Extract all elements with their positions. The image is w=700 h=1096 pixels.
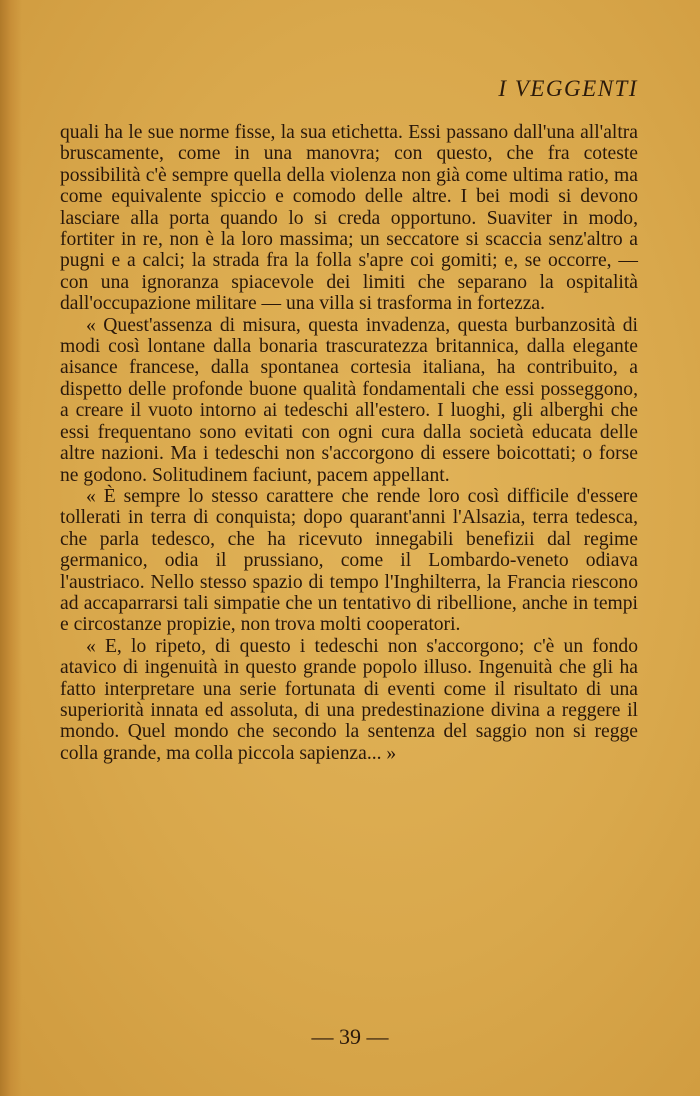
body-text: [60, 122, 638, 764]
running-head: I VEGGENTI: [498, 76, 638, 101]
paragraph-4: « E, lo ripeto, di questo i tedeschi non s'accorgono; c'è un fondo atavico di ingenuità in questo grande popolo illuso. Ingenuità che gli ha fatto interpretare una serie fortunata di eventi come il risultato di una superiorità innata ed assoluta, di una predestinazione divina a reggere il mondo. Quel mondo che secondo la sentenza del saggio non si regge colla grande, ma colla piccola sapienza... »: [60, 635, 638, 764]
page-number: — 39 —: [311, 1024, 389, 1049]
paragraph-3: « È sempre lo stesso carattere che rende loro così difficile d'essere tollerati in terra di conquista; dopo quarant'anni l'Alsazia, terra tedesca, che parla tedesco, che ha ricevuto innegabili benefizii dal regime germanico, odia il prussiano, come il Lombardo-veneto odiava l'austriaco. Nello stesso spazio di tempo l'Inghilterra, la Francia riescono ad accaparrarsi tali simpatie che un tentativo di ribellione, anche in tempi e circostanze propizie, non trova molti cooperatori.: [60, 485, 638, 636]
paragraph-1: quali ha le sue norme fisse, la sua etichetta. Essi passano dall'una all'altra bruscamente, come in una manovra; con questo, che fra coteste possibilità c'è sempre quella della violenza non già come ultima ratio, ma come equivalente spiccio e comodo delle altre. I bei modi si devono lasciare alla porta quando lo si creda opportuno. Suaviter in modo, fortiter in re, non è la loro massima; un seccatore si scaccia senz'altro a pugni e a calci; la strada fra la folla s'apre coi gomiti; e, se occorre, — con una ignoranza spiacevole dei limiti che separano la ospitalità dall'occupazione militare — una villa si trasforma in fortezza.: [60, 122, 638, 315]
paragraph-2: « Quest'assenza di misura, questa invadenza, questa burbanzosità di modi così lontane dalla bonaria trascuratezza britannica, dalla elegante aisance francese, dalla spontanea cortesia italiana, ha contribuito, a dispetto delle profonde buone qualità fondamentali che essi posseggono, a creare il vuoto intorno ai tedeschi all'estero. I luoghi, gli alberghi che essi frequentano sono evitati con ogni cura dalla società educata delle altre nazioni. Ma i tedeschi non s'accorgono di essere boicottati; o forse ne godono. Solitudinem faciunt, pacem appellant.: [60, 314, 638, 486]
page-spine-shadow: [0, 0, 22, 1096]
